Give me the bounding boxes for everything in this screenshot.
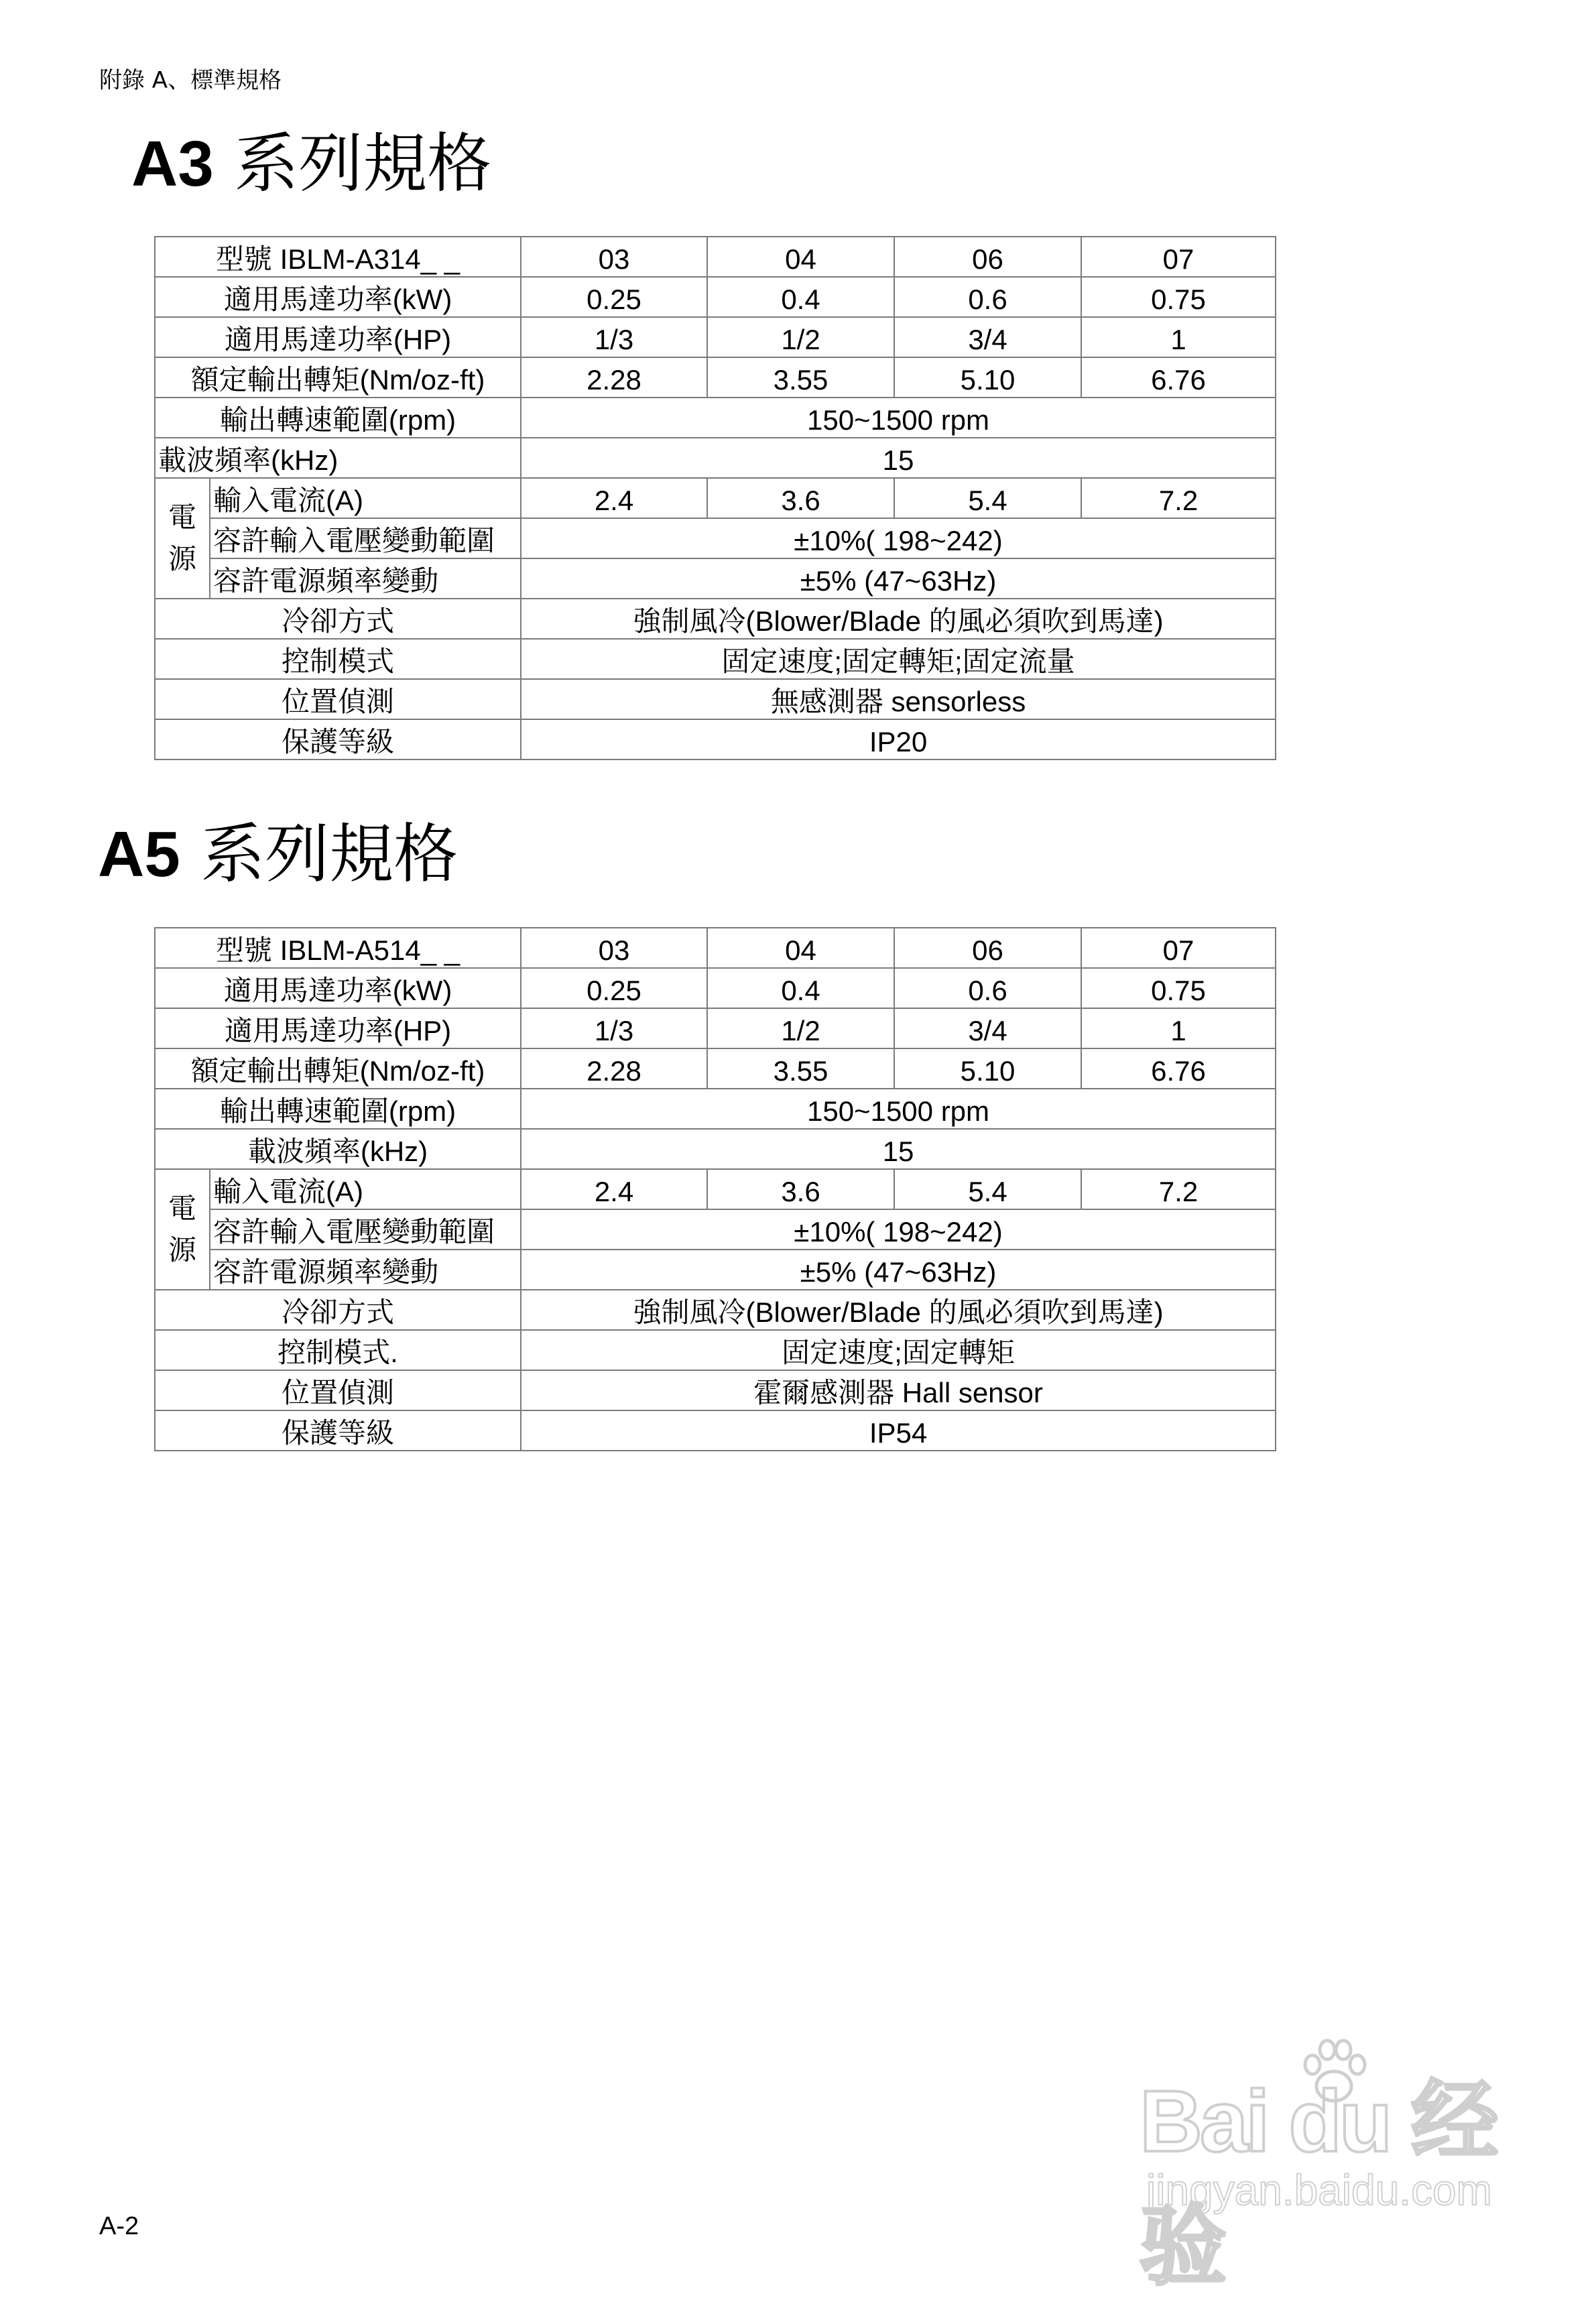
position-label: 位置偵測: [155, 1370, 521, 1410]
position-value: 霍爾感測器 Hall sensor: [521, 1370, 1276, 1410]
freq-value: ±5% (47~63Hz): [521, 1250, 1276, 1290]
model-code-cell: 04: [707, 237, 894, 277]
protection-label: 保護等級: [155, 1410, 521, 1451]
kw-cell: 0.25: [521, 277, 707, 317]
hp-cell: 1/2: [707, 317, 894, 357]
kw-cell: 0.75: [1081, 277, 1276, 317]
torque-cell: 5.10: [894, 357, 1081, 398]
speed-label: 輸出轉速範圍(rpm): [155, 1089, 521, 1129]
voltage-label: 容許輸入電壓變動範圍: [210, 518, 521, 558]
kw-label: 適用馬達功率(kW): [155, 968, 521, 1008]
hp-cell: 1/3: [521, 1008, 707, 1048]
control-value: 固定速度;固定轉矩;固定流量: [521, 639, 1276, 679]
table-row: [155, 357, 1276, 398]
a5-section-title: [98, 816, 458, 892]
table-row: [155, 1008, 1276, 1048]
current-cell: 7.2: [1081, 1169, 1276, 1209]
a5-title-rest: 系列規格: [180, 816, 458, 892]
table-row: [155, 1250, 1276, 1290]
watermark-logo-text: Bai du 经验: [1140, 2072, 1496, 2295]
speed-value: 150~1500 rpm: [521, 398, 1276, 438]
freq-label: 容許電源頻率變動: [210, 1250, 521, 1290]
current-label: 輸入電流(A): [210, 478, 521, 518]
torque-cell: 6.76: [1081, 357, 1276, 398]
hp-label: 適用馬達功率(HP): [155, 1008, 521, 1048]
a5-title-model: A5: [98, 819, 180, 890]
current-cell: 3.6: [707, 1169, 894, 1209]
table-row: [155, 558, 1276, 599]
torque-cell: 5.10: [894, 1048, 1081, 1089]
table-row: [155, 277, 1276, 317]
hp-cell: 1: [1081, 1008, 1276, 1048]
torque-cell: 2.28: [521, 1048, 707, 1089]
model-code-cell: 07: [1081, 928, 1276, 968]
protection-value: IP54: [521, 1410, 1276, 1451]
a3-title-model: A3: [131, 128, 214, 200]
a3-title-rest: 系列規格: [213, 126, 492, 201]
model-code-cell: 06: [894, 237, 1081, 277]
position-value: 無感測器 sensorless: [521, 679, 1276, 719]
carrier-value: 15: [521, 1129, 1276, 1169]
current-cell: 2.4: [521, 1169, 707, 1209]
speed-value: 150~1500 rpm: [521, 1089, 1276, 1129]
model-code-cell: 03: [521, 237, 707, 277]
protection-label: 保護等級: [155, 719, 521, 760]
table-row: [155, 1330, 1276, 1370]
cooling-label: 冷卻方式: [155, 599, 521, 639]
current-cell: 5.4: [894, 478, 1081, 518]
kw-cell: 0.75: [1081, 968, 1276, 1008]
power-char: 電: [168, 501, 196, 533]
table-row: [155, 317, 1276, 357]
current-label: 輸入電流(A): [210, 1169, 521, 1209]
table-row: [155, 639, 1276, 679]
control-value: 固定速度;固定轉矩: [521, 1330, 1276, 1370]
hp-cell: 3/4: [894, 317, 1081, 357]
torque-label: 額定輸出轉矩(Nm/oz-ft): [155, 1048, 521, 1089]
table-row: [155, 1089, 1276, 1129]
power-char: 電: [168, 1193, 196, 1224]
table-row: [155, 599, 1276, 639]
hp-cell: 1: [1081, 317, 1276, 357]
table-row: [155, 478, 1276, 518]
kw-cell: 0.6: [894, 968, 1081, 1008]
protection-value: IP20: [521, 719, 1276, 760]
carrier-label: 載波頻率(kHz): [155, 1129, 521, 1169]
table-row: [155, 968, 1276, 1008]
power-char: 源: [168, 1234, 196, 1266]
model-code-cell: 03: [521, 928, 707, 968]
table-row: [155, 679, 1276, 719]
voltage-value: ±10%( 198~242): [521, 518, 1276, 558]
cooling-value: 強制風冷(Blower/Blade 的風必須吹到馬達): [521, 599, 1276, 639]
power-char: 源: [168, 543, 196, 574]
power-supply-group-label: [155, 1169, 210, 1290]
kw-cell: 0.4: [707, 277, 894, 317]
kw-cell: 0.6: [894, 277, 1081, 317]
model-label: 型號 IBLM-A314_ _: [155, 237, 521, 277]
position-label: 位置偵測: [155, 679, 521, 719]
table-row: [155, 928, 1276, 968]
current-cell: 2.4: [521, 478, 707, 518]
torque-cell: 2.28: [521, 357, 707, 398]
table-row: [155, 719, 1276, 760]
freq-value: ±5% (47~63Hz): [521, 558, 1276, 599]
a3-section-title: [131, 126, 492, 201]
current-cell: 3.6: [707, 478, 894, 518]
table-row: [155, 1290, 1276, 1330]
watermark-url: jingyan.baidu.com: [1146, 2166, 1492, 2214]
torque-cell: 6.76: [1081, 1048, 1276, 1089]
torque-label: 額定輸出轉矩(Nm/oz-ft): [155, 357, 521, 398]
torque-cell: 3.55: [707, 357, 894, 398]
voltage-value: ±10%( 198~242): [521, 1209, 1276, 1250]
table-row: [155, 518, 1276, 558]
hp-label: 適用馬達功率(HP): [155, 317, 521, 357]
table-row: [155, 1209, 1276, 1250]
current-cell: 5.4: [894, 1169, 1081, 1209]
control-label: 控制模式.: [155, 1330, 521, 1370]
table-row: [155, 1048, 1276, 1089]
a3-spec-table: [154, 236, 1276, 760]
control-label: 控制模式: [155, 639, 521, 679]
kw-cell: 0.4: [707, 968, 894, 1008]
table-row: [155, 398, 1276, 438]
power-supply-group-label: [155, 478, 210, 599]
kw-label: 適用馬達功率(kW): [155, 277, 521, 317]
model-code-cell: 07: [1081, 237, 1276, 277]
table-row: [155, 1129, 1276, 1169]
model-label: 型號 IBLM-A514_ _: [155, 928, 521, 968]
carrier-label: 載波頻率(kHz): [155, 438, 521, 478]
cooling-label: 冷卻方式: [155, 1290, 521, 1330]
hp-cell: 3/4: [894, 1008, 1081, 1048]
voltage-label: 容許輸入電壓變動範圍: [210, 1209, 521, 1250]
a5-spec-table: [154, 927, 1276, 1451]
page-number: A-2: [99, 2212, 139, 2240]
running-header: 附錄 A、標準規格: [99, 67, 282, 94]
current-cell: 7.2: [1081, 478, 1276, 518]
table-row: [155, 1370, 1276, 1410]
model-code-cell: 04: [707, 928, 894, 968]
cooling-value: 強制風冷(Blower/Blade 的風必須吹到馬達): [521, 1290, 1276, 1330]
model-code-cell: 06: [894, 928, 1081, 968]
baidu-watermark: [1126, 2031, 1528, 2295]
table-row: [155, 237, 1276, 277]
speed-label: 輸出轉速範圍(rpm): [155, 398, 521, 438]
hp-cell: 1/2: [707, 1008, 894, 1048]
kw-cell: 0.25: [521, 968, 707, 1008]
table-row: [155, 438, 1276, 478]
torque-cell: 3.55: [707, 1048, 894, 1089]
hp-cell: 1/3: [521, 317, 707, 357]
carrier-value: 15: [521, 438, 1276, 478]
table-row: [155, 1169, 1276, 1209]
table-row: [155, 1410, 1276, 1451]
freq-label: 容許電源頻率變動: [210, 558, 521, 599]
